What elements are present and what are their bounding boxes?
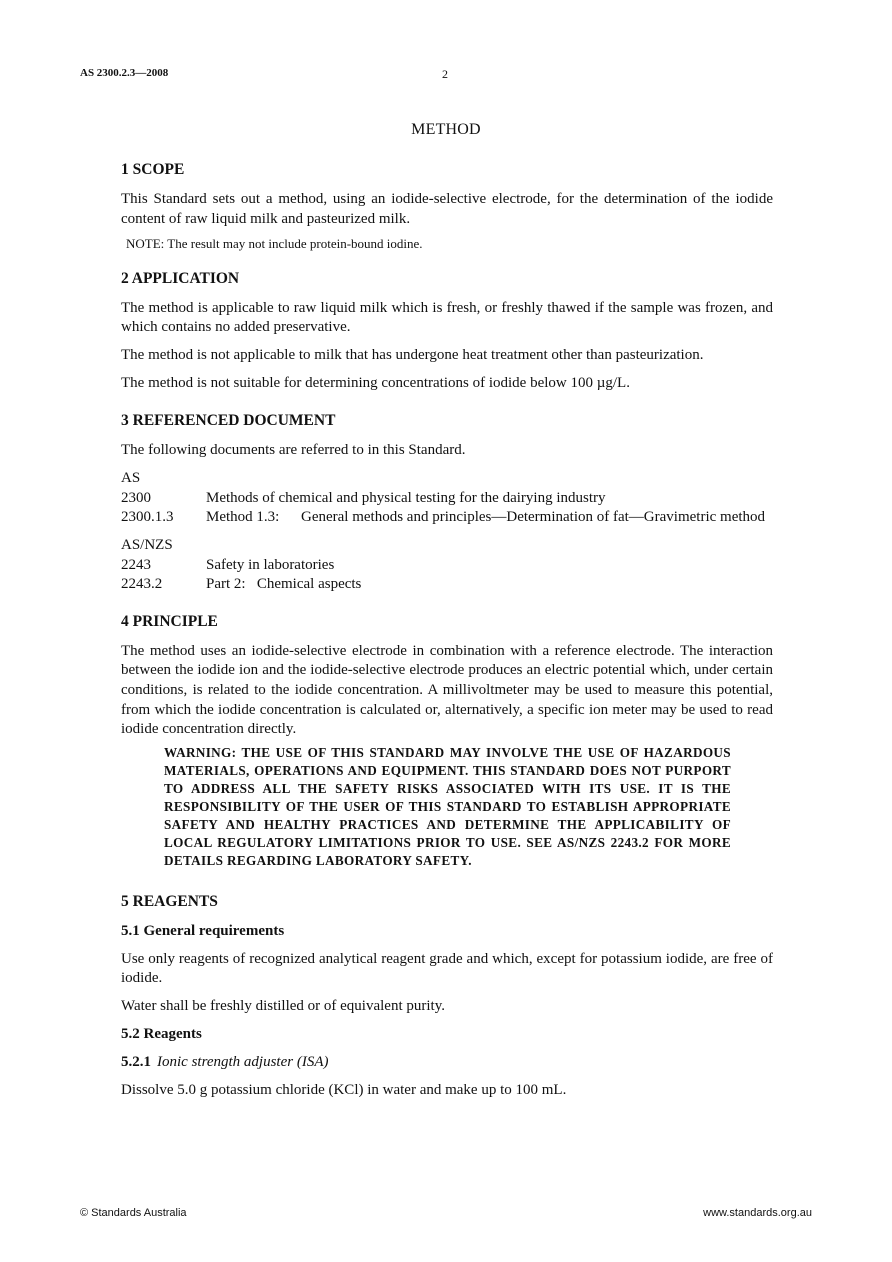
section-reagents (121, 892, 773, 1101)
reagents-subheading: 5.2 Reagents (121, 1026, 202, 1043)
scope-heading: 1 SCOPE (121, 161, 185, 178)
isa-heading (121, 1053, 773, 1072)
section-application (121, 269, 773, 394)
reference-group-label: AS/NZS (121, 536, 173, 553)
principle-text: The method uses an iodide-selective electrode in combination with a reference electrode. The interaction between the iodide ion and the iodide-selective electrode produces an electric potential which, under certain conditions, is related to the iodide concentration. A millivoltmeter may be used to measure this potential, from which the iodide concentration is calculated or, alternatively, a specific ion meter may be used to read iodide concentration directly. (121, 642, 773, 738)
referenced-heading: 3 REFERENCED DOCUMENT (121, 412, 336, 430)
page-title: METHOD (411, 121, 481, 138)
reference-item (121, 489, 773, 509)
clause-title: Ionic strength adjuster (ISA) (157, 1054, 329, 1071)
reference-title: Chemical aspects (256, 576, 362, 593)
section-referenced-document (121, 411, 773, 595)
application-heading: 2 APPLICATION (121, 269, 240, 287)
reference-group-label: AS (121, 470, 141, 487)
application-paragraph: The method is not suitable for determining concentrations of iodide below 100 µg/L. (121, 375, 630, 392)
reference-code: 2300 (121, 489, 151, 506)
application-paragraph: The method is not applicable to milk that has undergone heat treatment other than pasteurization. (121, 347, 704, 364)
reference-code: 2300.1.3 (121, 509, 174, 526)
footer-website: www.standards.org.au (703, 1207, 812, 1219)
isa-text: Dissolve 5.0 g potassium chloride (KCl) in water and make up to 100 mL. (121, 1082, 567, 1099)
standard-id: AS 2300.2.3—2008 (80, 67, 169, 79)
reference-group-as (121, 469, 773, 528)
reference-title-line (206, 575, 773, 595)
footer-copyright: © Standards Australia (80, 1207, 187, 1219)
scope-note: NOTE: The result may not include protein-bound iodine. (126, 235, 423, 251)
general-requirements-heading: 5.1 General requirements (121, 922, 285, 939)
general-requirements-paragraph: Water shall be freshly distilled or of equivalent purity. (121, 998, 445, 1015)
reference-part-label: Part 2: (206, 576, 246, 593)
page-number: 2 (442, 67, 448, 81)
general-requirements-paragraph: Use only reagents of recognized analytical reagent grade and which, except for potassium iodide, are free of iodide. (121, 950, 773, 987)
reference-title: General methods and principles—Determination of fat—Gravimetric method (301, 509, 766, 526)
reference-group-asnzs (121, 536, 773, 595)
reference-item (121, 556, 773, 576)
reference-item (121, 508, 773, 528)
reference-code: 2243.2 (121, 576, 163, 593)
referenced-intro: The following documents are referred to in this Standard. (121, 442, 466, 459)
safety-warning: WARNING: THE USE OF THIS STANDARD MAY INVOLVE THE USE OF HAZARDOUS MATERIALS, OPERATIONS AND EQUIPMENT. THIS STANDARD DOES NOT PURPORT TO ADDRESS ALL THE SAFETY RISKS ASSOCIATED WITH ITS USE. IT IS THE RESPONSIBILITY OF THE USER OF THIS STANDARD TO ESTABLISH APPROPRIATE SAFETY AND HEALTHY PRACTICES AND DETERMINE THE APPLICABILITY OF LOCAL REGULATORY LIMITATIONS PRIOR TO USE. SEE AS/NZS 2243.2 FOR MORE DETAILS REGARDING LABORATORY SAFETY. (164, 744, 731, 868)
reference-part-label: Method 1.3: (206, 509, 280, 526)
principle-heading: 4 PRINCIPLE (121, 612, 218, 630)
document-body (121, 160, 773, 1118)
reference-title: Safety in laboratories (206, 556, 335, 573)
reference-title: Methods of chemical and physical testing for the dairying industry (206, 489, 606, 506)
application-paragraph: The method is applicable to raw liquid milk which is fresh, or freshly thawed if the sample was frozen, and which contains no added preservative. (121, 299, 773, 336)
reference-code: 2243 (121, 556, 151, 573)
reference-subentry (206, 508, 773, 528)
section-scope (121, 160, 773, 252)
reference-item (121, 575, 773, 595)
scope-text: This Standard sets out a method, using an iodide-selective electrode, for the determination of the iodide content of raw liquid milk and pasteurized milk. (121, 191, 773, 227)
section-principle (121, 612, 773, 870)
reagents-heading: 5 REAGENTS (121, 892, 218, 910)
clause-number: 5.2.1 (121, 1054, 151, 1071)
